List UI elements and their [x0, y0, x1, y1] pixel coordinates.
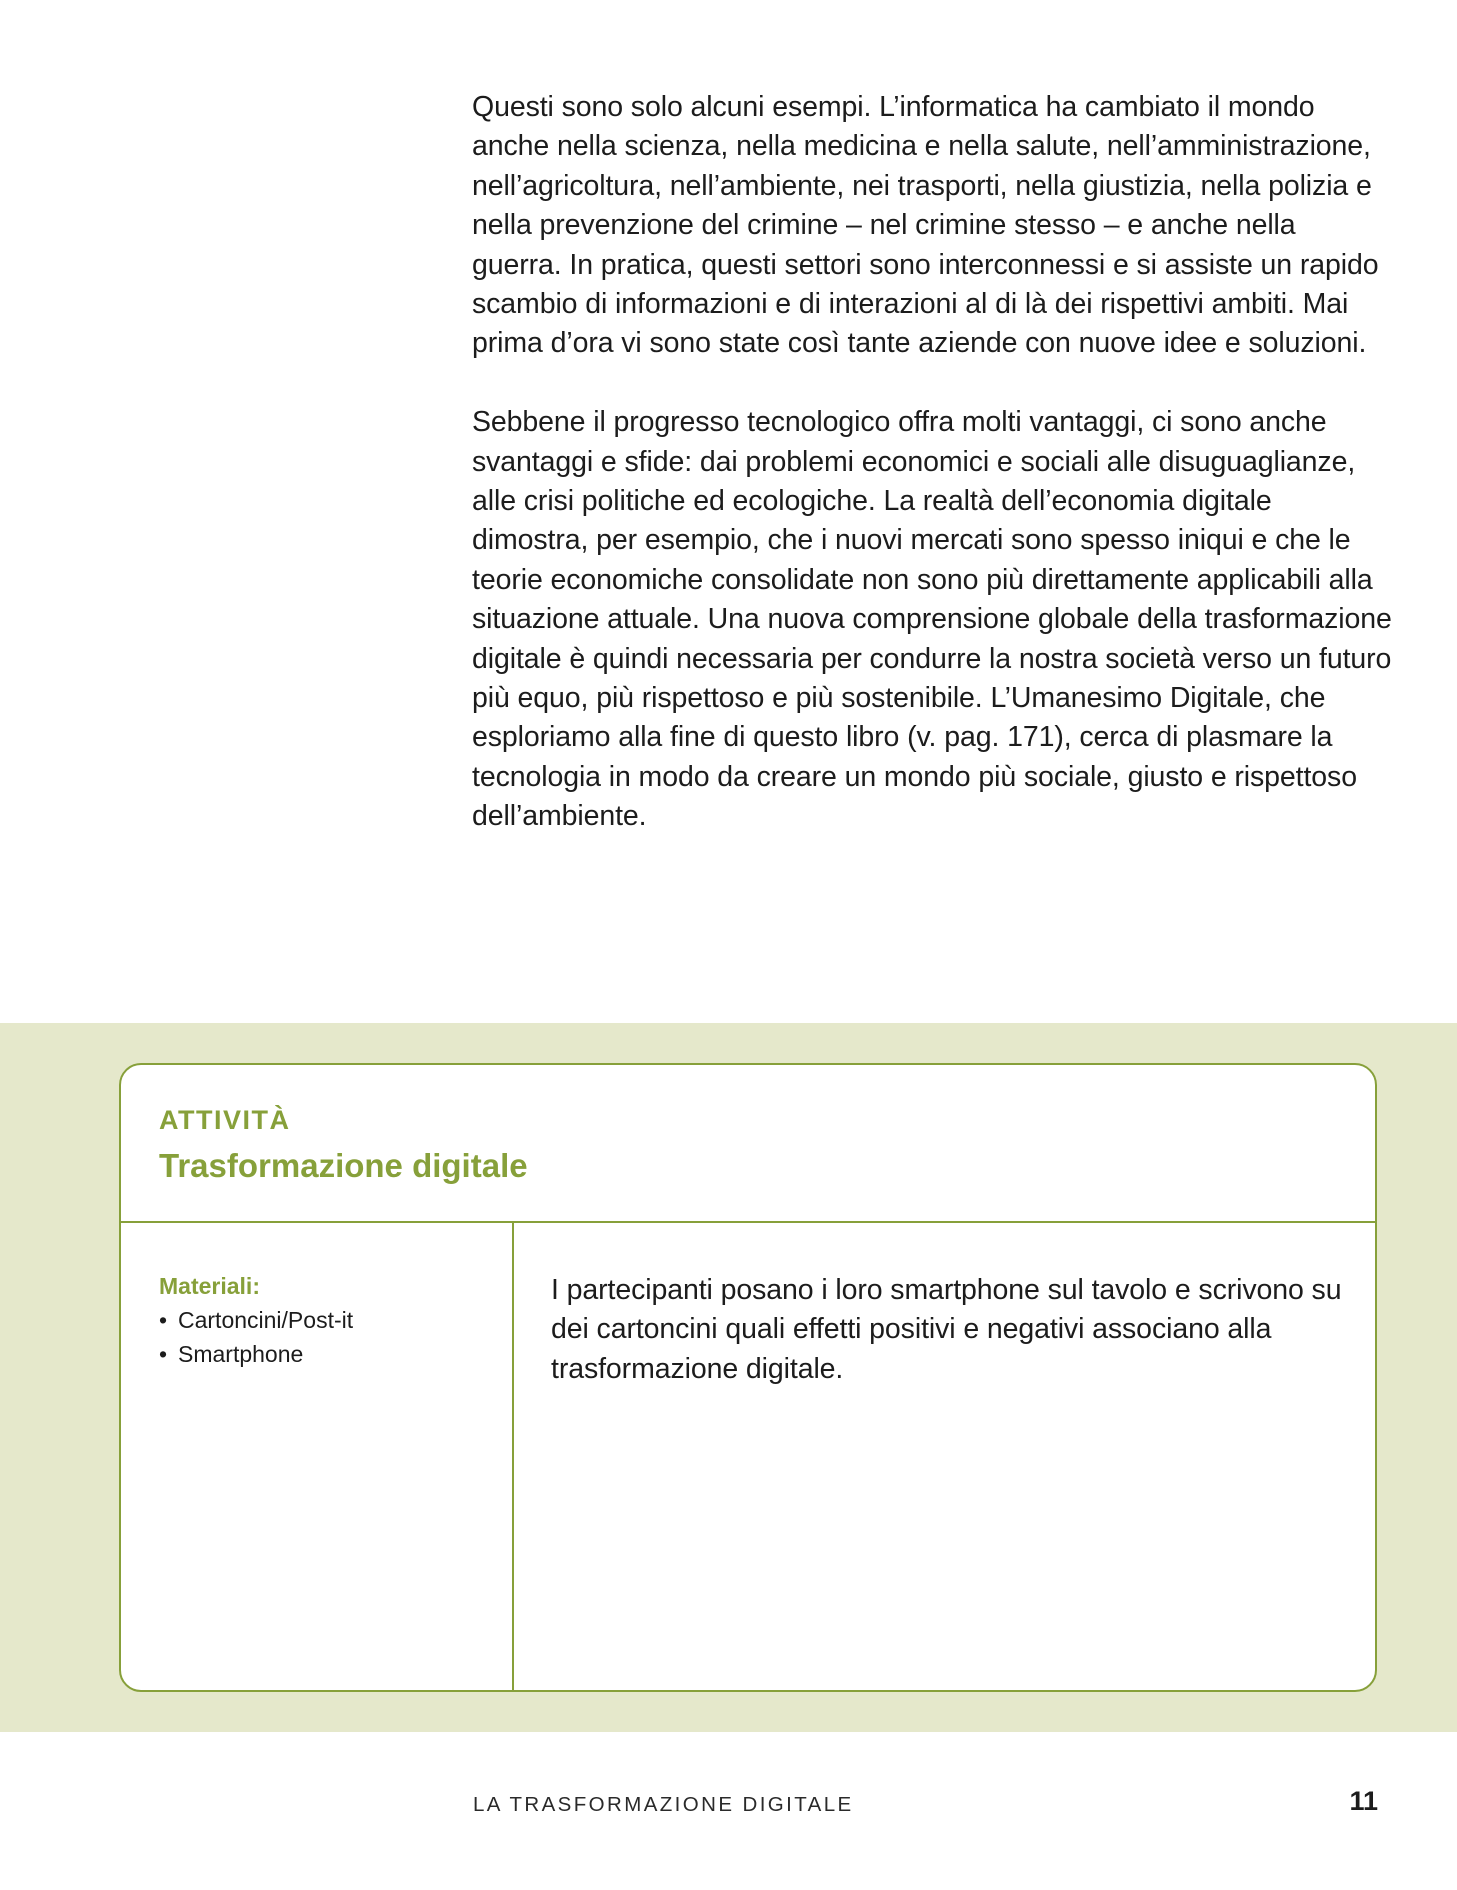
paragraph-2: Sebbene il progresso tecnologico offra molti vantaggi, ci sono anche svantaggi e sfide: dai problemi economici e sociali alle disuguaglianze, alle crisi politiche ed ecologiche. La realtà dell’economia digitale dimostra, per esempio, che i nuovi mercati sono spesso iniqui e che le teorie economiche consolidate non sono più direttamente applicabili alla situazione attuale. Una nuova comprensione globale della trasformazione digitale è quindi necessaria per condurre la nostra società verso un futuro più equo, più rispettoso e più sostenibile. L’Umanesimo Digitale, che esploriamo alla fine di questo libro (v. pag. 171), cerca di plasmare la tecnologia in modo da creare un mondo più sociale, giusto e rispettoso dell’ambiente. [472, 406, 1392, 833]
materials-item-label: Smartphone [178, 1341, 304, 1367]
activity-description: I partecipanti posano i loro smartphone sul tavolo e scrivono su dei cartoncini quali effetti positivi e negativi associano alla trasformazione digitale. [551, 1274, 1342, 1385]
bullet-icon: • [159, 1341, 168, 1367]
activity-card [119, 1063, 1377, 1692]
bullet-icon: • [159, 1307, 168, 1333]
page-number: 11 [1349, 1786, 1378, 1816]
materials-item-label: Cartoncini/Post-it [178, 1307, 354, 1333]
materials-list [159, 1303, 353, 1371]
materials-item [159, 1303, 353, 1337]
materials-item [159, 1337, 353, 1371]
activity-title: Trasformazione digitale [159, 1147, 528, 1184]
materials-panel [121, 1223, 514, 1692]
running-title: LA TRASFORMAZIONE DIGITALE [473, 1793, 854, 1816]
activity-kicker: ATTIVITÀ [159, 1105, 291, 1135]
activity-header [121, 1065, 1375, 1223]
paragraph-1: Questi sono solo alcuni esempi. L’informatica ha cambiato il mondo anche nella scienza, nella medicina e nella salute, nell’amministrazione, nell’agricoltura, nell’ambiente, nei trasporti, nella giustizia, nella polizia e nella prevenzione del crimine – nel crimine stesso – e anche nella guerra. In pratica, questi settori sono interconnessi e si assiste un rapido scambio di informazioni e di interazioni al di là dei rispettivi ambiti. Mai prima d’ora vi sono state così tante aziende con nuove idee e soluzioni. [472, 91, 1379, 360]
body-text [472, 88, 1392, 876]
materials-label: Materiali: [159, 1273, 260, 1299]
